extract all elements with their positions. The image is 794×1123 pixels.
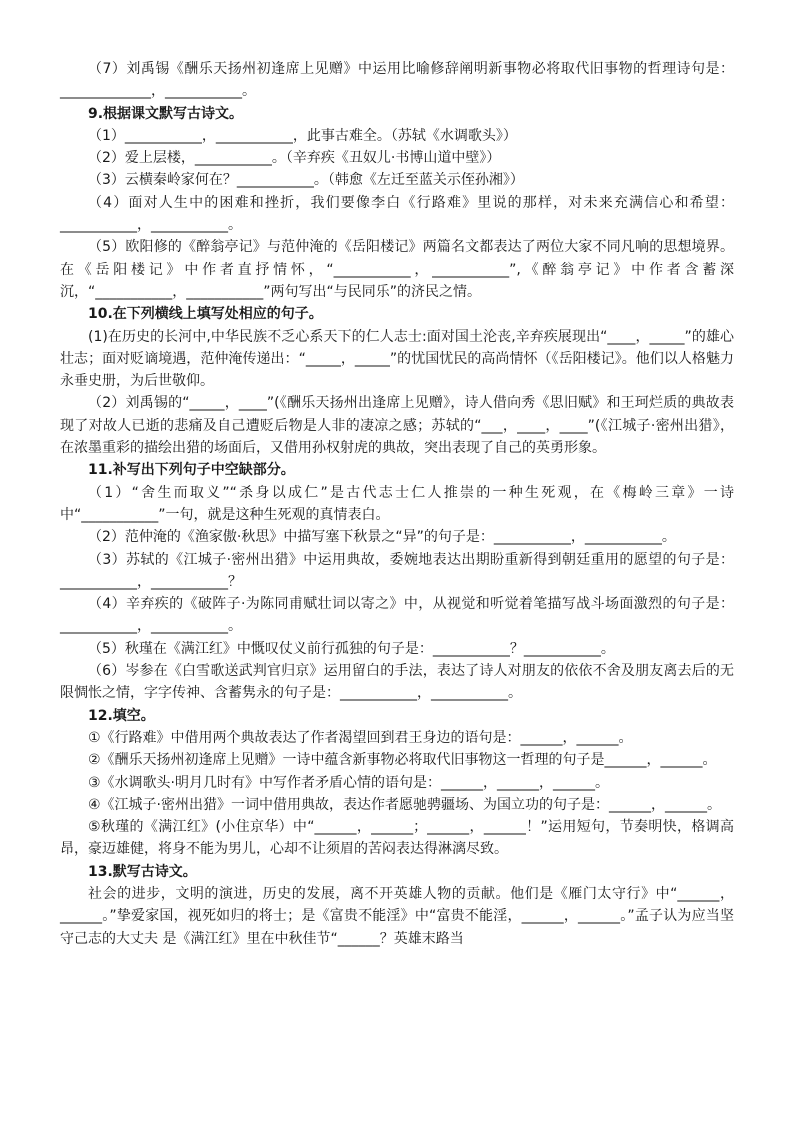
question-paragraph: (1)在历史的长河中,中华民族不乏心系天下的仁人志士:面对国土沦丧,辛弃疾展现出“____，_____”的雄心壮志；面对贬谪境遇，范仲淹传递出：“_____，_____”的忧国忧民的高尚情怀（《岳阳楼记》。他们以人格魅力永垂史册，为后世敬仰。 <box>60 328 734 390</box>
question-paragraph: （6）岑参在《白雪歌送武判官归京》运用留白的手法，表达了诗人对朋友的依依不舍及朋友离去后的无限惆怅之情，字字传神、含蓄隽永的句子是：___________，___________。 <box>60 663 734 702</box>
question-paragraph: （4）面对人生中的困难和挫折，我们要像李白《行路难》里说的那样，对未来充满信心和希望：___________，___________。 <box>60 194 734 234</box>
question-paragraph: ③《水调歌头·明月几时有》中写作者矛盾心情的语句是：______，______，______。 <box>88 774 609 791</box>
section-heading: 9.根据课文默写古诗文。 <box>88 105 244 122</box>
question-paragraph: （5）秋瑾在《满江红》中慨叹仗义前行孤独的句子是：___________？___________。 <box>88 640 615 657</box>
question-paragraph: ②《酬乐天扬州初逢席上见赠》一诗中蕴含新事物必将取代旧事物这一哲理的句子是______，______。 <box>88 752 717 769</box>
section-heading: 12.填空。 <box>88 707 155 724</box>
question-paragraph: ④《江城子·密州出猎》一词中借用典故，表达作者愿驰骋疆场、为国立功的句子是：______，______。 <box>88 796 721 813</box>
question-paragraph: （7）刘禹锡《酬乐天扬州初逢席上见赠》中运用比喻修辞阐明新事物必将取代旧事物的哲理诗句是：_____________，___________。 <box>60 61 734 100</box>
question-paragraph: （4）辛弃疾的《破阵子·为陈同甫赋壮词以寄之》中，从视觉和听觉着笔描写战斗场面激烈的句子是：___________，___________。 <box>60 596 734 635</box>
question-paragraph: （1）___________，___________，此事古难全。（苏轼《水调歌头》） <box>88 127 517 144</box>
question-paragraph: （3）苏轼的《江城子·密州出猎》中运用典故，委婉地表达出期盼重新得到朝廷重用的愿望的句子是：___________，___________？ <box>60 551 734 590</box>
section-heading: 11.补写出下列句子中空缺部分。 <box>88 462 295 479</box>
question-paragraph: 社会的进步，文明的演进，历史的发展，离不开英雄人物的贡献。他们是《雁门太守行》中“______，______。”挚爱家国，视死如归的将士；是《富贵不能淫》中“富贵不能淫，______，______。”孟子认为应当坚守己志的大丈夫 是《满江红》里在中秋佳节“______？英雄末路当 <box>60 885 734 947</box>
question-paragraph: （2）爱上层楼，___________。（辛弃疾《丑奴儿·书博山道中壁》） <box>88 150 501 167</box>
question-paragraph: （2）范仲淹的《渔家傲·秋思》中描写塞下秋景之“异”的句子是：___________，___________。 <box>88 529 676 546</box>
question-paragraph: （1）“舍生而取义”“杀身以成仁”是古代志士仁人推崇的一种生死观，在《梅岭三章》一诗中“___________”一句，就是这种生死观的真情表白。 <box>60 484 734 523</box>
section-heading: 10.在下列横线上填写处相应的句子。 <box>88 306 323 323</box>
question-paragraph: ⑤秋瑾的《满江红》(小住京华）中“______，______；______，______！”运用短句，节奏明快，格调高昂，豪迈雄健，将身不能为男儿，心却不让须眉的苦闷表达得淋漓尽致。 <box>60 819 734 858</box>
question-paragraph: （5）欧阳修的《醉翁亭记》与范仲淹的《岳阳楼记》两篇名文都表达了两位大家不同凡响的思想境界。在《岳阳楼记》中作者直抒情怀，“___________，___________”,《醉翁亭记》中作者含蓄深沉，“___________，___________”两句写出“与民同乐”的济民之情。 <box>60 239 734 300</box>
question-paragraph: ①《行路难》中借用两个典故表达了作者渴望回到君王身边的语句是：______，______。 <box>88 729 633 746</box>
section-heading: 13.默写古诗文。 <box>88 863 197 880</box>
question-paragraph: （3）云横秦岭家何在？___________。（韩愈《左迁至蓝关示侄孙湘》） <box>88 172 524 189</box>
question-paragraph: （2）刘禹锡的“_____，____”(《酬乐天扬州出逢席上见赠》，诗人借向秀《思旧赋》和王珂烂质的典故表现了对故人已逝的悲痛及自己遭贬后物是人非的凄凉之感；苏轼的“___，____，____”(《江城子·密州出猎》，在浓墨重彩的描绘出猎的场面后，又借用孙权射虎的典故，突出表现了自己的英勇形象。 <box>60 395 734 457</box>
